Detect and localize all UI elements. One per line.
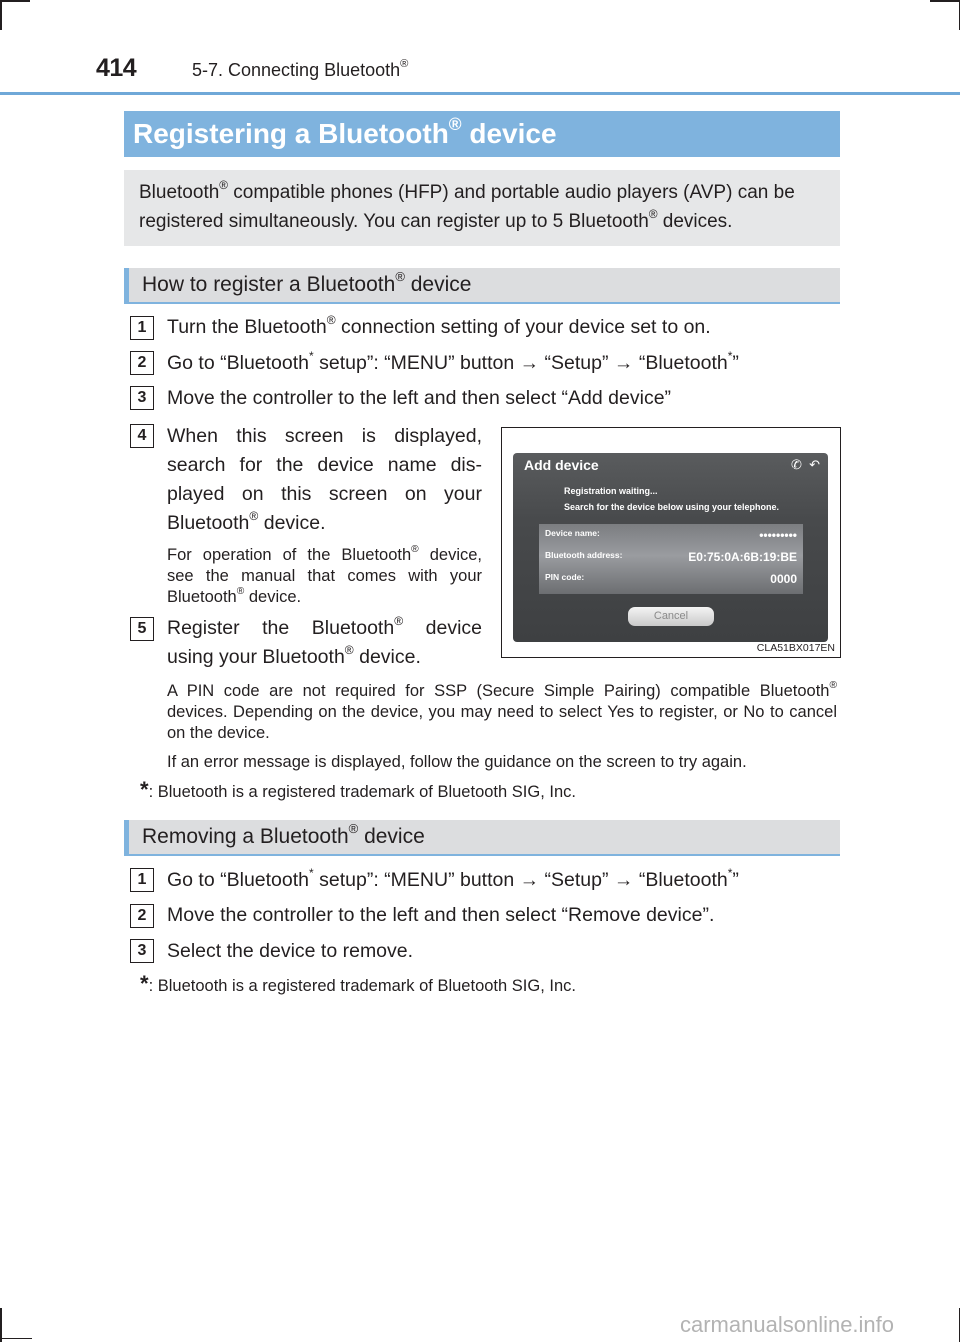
step-text: Register the Bluetooth® device using your Bluetooth® device. [167, 613, 482, 668]
watermark: carmanualsonline.info [680, 1312, 895, 1337]
device-name-row: Device name: ••••••••• [545, 528, 797, 542]
chapter-title: 5-7. Connecting Bluetooth® [192, 58, 409, 80]
step-text: Turn the Bluetooth® connection setting of your device set to on. [167, 312, 711, 338]
address-row: Bluetooth address: E0:75:0A:6B:19:BE [545, 550, 797, 564]
step-number: 3 [130, 939, 154, 963]
step-text: Go to “Bluetooth* setup”: “MENU” button → “Setup” → “Bluetooth*” [167, 865, 739, 891]
crop-mark [930, 0, 960, 2]
step-note: A PIN code are not required for SSP (Secure Simple Pairing) compatible Bluetooth® devices. Depending on the device, you may need to select Yes to register, or No to cancel on the device. [167, 679, 837, 742]
step-number: 2 [130, 351, 154, 375]
crop-mark [0, 0, 30, 2]
crop-mark [0, 1338, 32, 1340]
step-number: 3 [130, 386, 154, 410]
page-number: 414 [96, 54, 137, 82]
step-number: 5 [130, 617, 154, 641]
screen-icons [791, 457, 820, 473]
section-heading-remove: Removing a Bluetooth® device [124, 820, 840, 856]
figure-code: CLA51BX017EN [756, 642, 835, 654]
device-info-panel [539, 524, 803, 594]
screen-title: Add device [524, 457, 599, 473]
step-note: If an error message is displayed, follow the guidance on the screen to try again. [167, 753, 747, 771]
step-text: Move the controller to the left and then select “Remove device”. [167, 904, 715, 926]
step-note: For operation of the Bluetooth® device, see the manual that comes with your Bluetooth® device. [167, 543, 482, 606]
step-number: 4 [130, 424, 154, 448]
step-number: 1 [130, 316, 154, 340]
step-text: Go to “Bluetooth* setup”: “MENU” button → “Setup” → “Bluetooth*” [167, 348, 739, 374]
cancel-button[interactable]: Cancel [628, 607, 714, 626]
step-number: 1 [130, 868, 154, 892]
header-rule [0, 92, 960, 95]
screen-status: Registration waiting... [564, 486, 658, 496]
phone-icon: ✆ [790, 457, 802, 472]
step-text: Select the device to remove. [167, 940, 414, 962]
step-text: Move the controller to the left and then select “Add device” [167, 387, 672, 409]
pin-row: PIN code: 0000 [545, 572, 797, 586]
crop-mark [0, 0, 2, 30]
step-text: When this screen is displayed, search for the device name dis- played on this screen on your Bluetooth® device. [167, 425, 482, 534]
footnote: *: Bluetooth is a registered trademark of Bluetooth SIG, Inc. [140, 777, 576, 802]
screen-instruction: Search for the device below using your telephone. [564, 502, 780, 512]
screen-figure [501, 427, 841, 658]
section-heading-register: How to register a Bluetooth® device [124, 268, 840, 304]
page-title: Registering a Bluetooth® device [124, 111, 840, 157]
intro-box: Bluetooth® compatible phones (HFP) and portable audio players (AVP) can be registered simultaneously. You can register up to 5 Bluetooth® devices. [124, 170, 840, 246]
head-unit-screen [513, 453, 828, 642]
back-icon: ↶ [809, 457, 820, 472]
footnote: *: Bluetooth is a registered trademark of Bluetooth SIG, Inc. [140, 971, 576, 996]
step-number: 2 [130, 904, 154, 928]
